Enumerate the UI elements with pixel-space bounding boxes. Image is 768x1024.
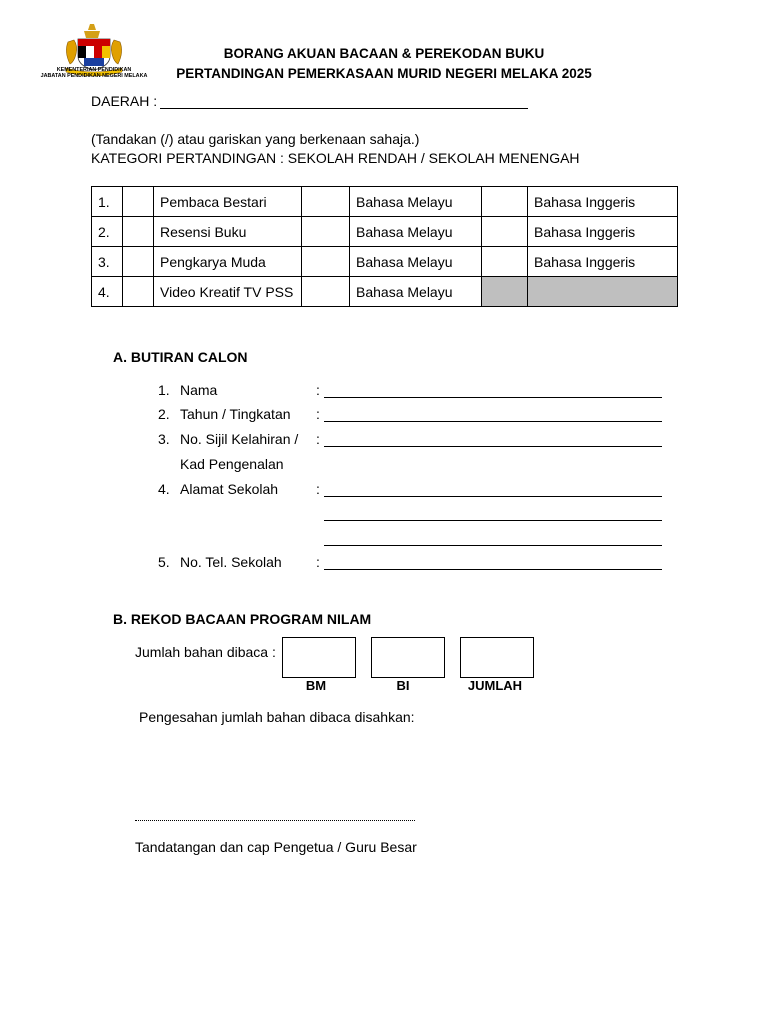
tahun-label: Tahun / Tingkatan — [180, 406, 291, 422]
colon: : — [316, 481, 320, 497]
bi-count-box[interactable] — [371, 637, 445, 678]
logo-line-2: JABATAN PENDIDIKAN NEGERI MELAKA — [40, 73, 148, 79]
daerah-label: DAERAH : — [91, 93, 158, 109]
alamat-field-line-3[interactable] — [324, 545, 662, 546]
jumlah-label: Jumlah bahan dibaca : — [135, 644, 276, 660]
language-bm: Bahasa Melayu — [350, 217, 482, 247]
table-row — [92, 247, 678, 277]
section-a-heading: A. BUTIRAN CALON — [113, 349, 248, 365]
table-row — [92, 217, 678, 247]
language-bm: Bahasa Melayu — [350, 277, 482, 307]
sijil-label: No. Sijil Kelahiran / — [180, 431, 299, 447]
item-number: 1. — [158, 382, 170, 398]
item-number: 5. — [158, 554, 170, 570]
item-number: 3. — [158, 431, 170, 447]
alamat-field-line-2[interactable] — [324, 520, 662, 521]
nama-field[interactable] — [324, 397, 662, 398]
language-bi: Bahasa Inggeris — [528, 187, 678, 217]
section-b-heading: B. REKOD BACAAN PROGRAM NILAM — [113, 611, 372, 627]
tandatangan-text: Tandatangan dan cap Pengetua / Guru Besar — [135, 839, 417, 855]
check-cell[interactable] — [123, 217, 154, 247]
alamat-field-line-1[interactable] — [324, 496, 662, 497]
check-cell[interactable] — [302, 277, 350, 307]
check-cell[interactable] — [123, 277, 154, 307]
table-row — [92, 277, 678, 307]
colon: : — [316, 382, 320, 398]
jumlah-count-box[interactable] — [460, 637, 534, 678]
check-cell[interactable] — [482, 217, 528, 247]
check-cell[interactable] — [302, 247, 350, 277]
signature-line[interactable] — [135, 820, 415, 821]
bi-label: BI — [396, 678, 410, 693]
form-title-line-1: BORANG AKUAN BACAAN & PEREKODAN BUKU — [223, 46, 545, 61]
row-number: 2. — [92, 217, 123, 247]
logo-line-1: KEMENTERIAN PENDIDIKAN — [56, 67, 132, 73]
category-name: Resensi Buku — [154, 217, 302, 247]
check-cell[interactable] — [482, 187, 528, 217]
check-cell[interactable] — [302, 187, 350, 217]
instruction-text: (Tandakan (/) atau gariskan yang berkenaan sahaja.) — [91, 131, 420, 147]
category-name: Video Kreatif TV PSS — [154, 277, 302, 307]
tahun-field[interactable] — [324, 421, 662, 422]
check-cell[interactable] — [123, 247, 154, 277]
row-number: 4. — [92, 277, 123, 307]
row-number: 3. — [92, 247, 123, 277]
pengesahan-text: Pengesahan jumlah bahan dibaca disahkan: — [139, 709, 415, 725]
bm-label: BM — [305, 678, 327, 693]
table-row — [92, 187, 678, 217]
language-bi: Bahasa Inggeris — [528, 217, 678, 247]
bm-count-box[interactable] — [282, 637, 356, 678]
tel-field[interactable] — [324, 569, 662, 570]
colon: : — [316, 431, 320, 447]
kad-pengenalan-label: Kad Pengenalan — [180, 456, 284, 472]
category-name: Pembaca Bestari — [154, 187, 302, 217]
alamat-label: Alamat Sekolah — [180, 481, 279, 497]
check-cell[interactable] — [123, 187, 154, 217]
language-bm: Bahasa Melayu — [350, 187, 482, 217]
nama-label: Nama — [180, 382, 218, 398]
language-bi: Bahasa Inggeris — [528, 247, 678, 277]
colon: : — [316, 406, 320, 422]
kategori-text: KATEGORI PERTANDINGAN : SEKOLAH RENDAH / SEKOLAH MENENGAH — [91, 150, 580, 166]
item-number: 4. — [158, 481, 170, 497]
check-cell[interactable] — [482, 247, 528, 277]
check-cell[interactable] — [302, 217, 350, 247]
colon: : — [316, 554, 320, 570]
jumlah-box-label: JUMLAH — [467, 678, 523, 693]
form-title-line-2: PERTANDINGAN PEMERKASAAN MURID NEGERI MELAKA 2025 — [176, 66, 592, 81]
category-name: Pengkarya Muda — [154, 247, 302, 277]
tel-label: No. Tel. Sekolah — [180, 554, 282, 570]
shaded-cell — [482, 277, 528, 307]
shaded-cell — [528, 277, 678, 307]
daerah-field[interactable] — [160, 108, 528, 109]
sijil-field[interactable] — [324, 446, 662, 447]
item-number: 2. — [158, 406, 170, 422]
row-number: 1. — [92, 187, 123, 217]
language-bm: Bahasa Melayu — [350, 247, 482, 277]
category-table — [91, 186, 678, 307]
